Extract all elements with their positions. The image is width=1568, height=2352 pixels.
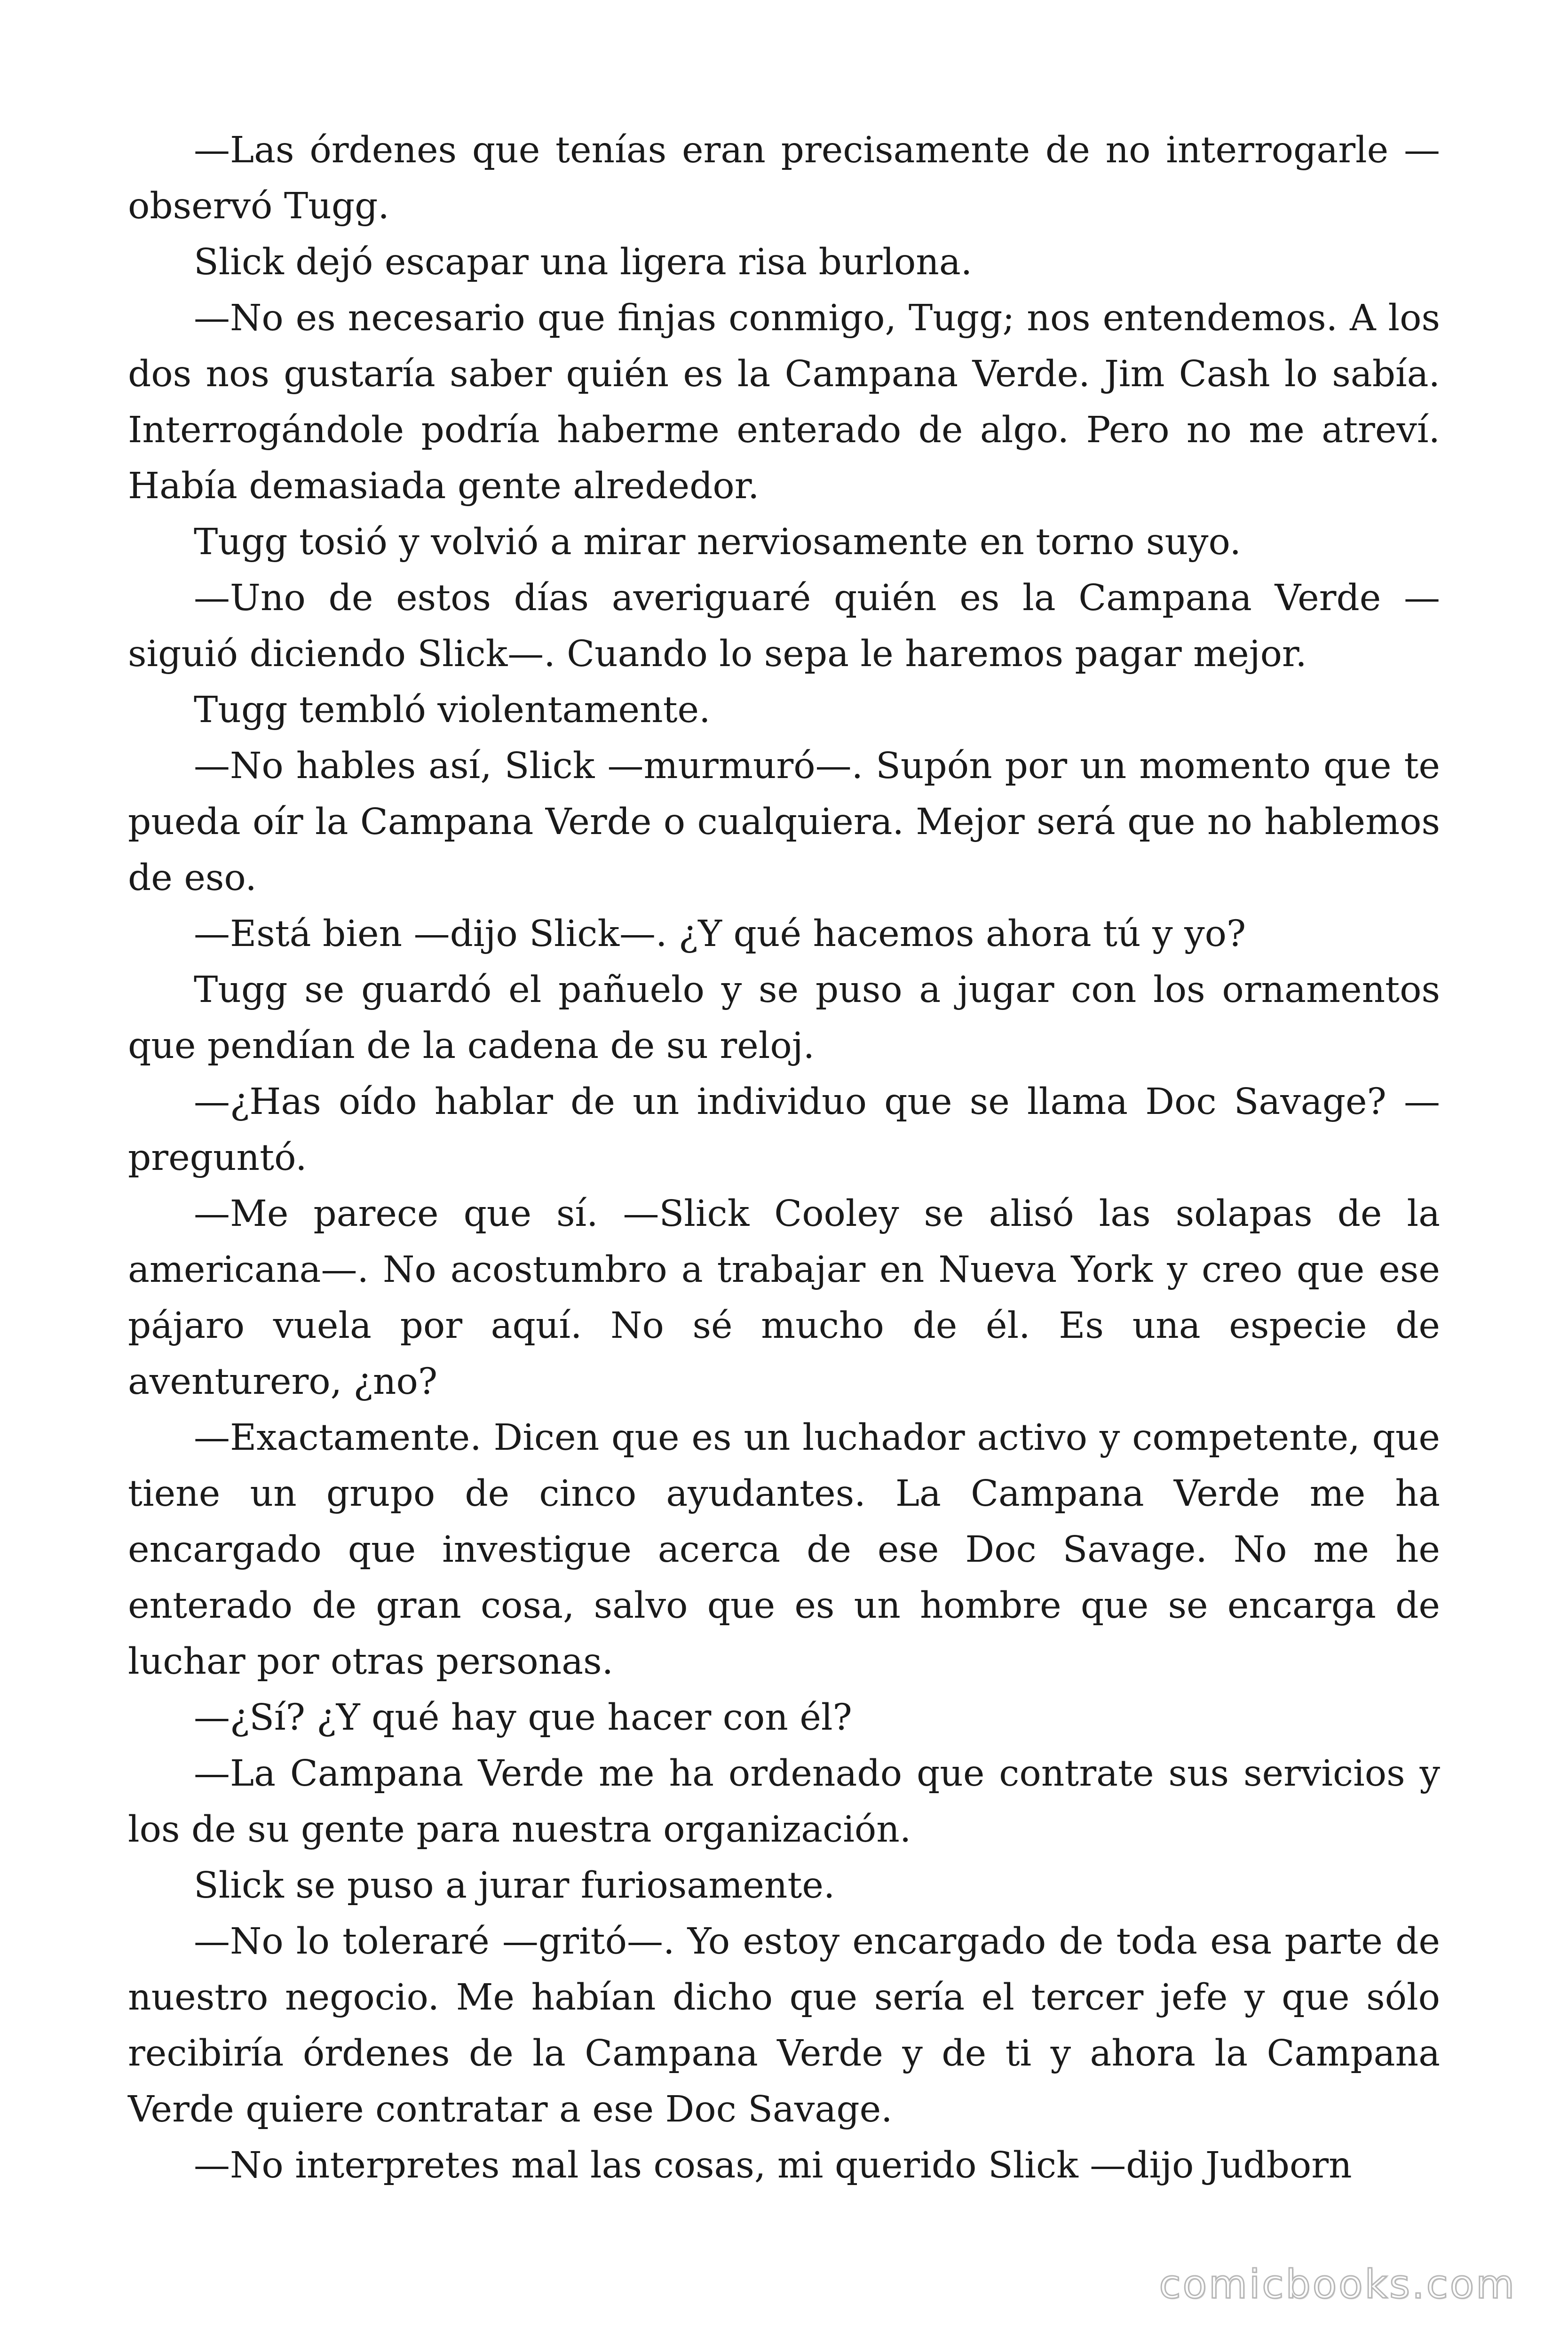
paragraph-17: —No interpretes mal las cosas, mi querido Slick —dijo Judborn — [194, 2145, 1352, 2186]
paragraph-2: Slick dejó escapar una ligera risa burlona. — [194, 241, 973, 283]
paragraph-13: —¿Sí? ¿Y qué hay que hacer con él? — [194, 1697, 852, 1739]
paragraph-14: —La Campana Verde me ha ordenado que contrate sus servicios y los de su gente para nuestra organización. — [128, 1753, 1440, 1851]
paragraph-6: Tugg tembló violentamente. — [194, 689, 711, 731]
paragraph-15: Slick se puso a jurar furiosamente. — [194, 1865, 835, 1907]
paragraph-9: Tugg se guardó el pañuelo y se puso a jugar con los ornamentos que pendían de la cadena de su reloj. — [128, 969, 1440, 1067]
page-text — [128, 122, 1440, 2193]
paragraph-11: —Me parece que sí. —Slick Cooley se alisó las solapas de la americana—. No acostumbro a trabajar en Nueva York y creo que ese pájaro vuela por aquí. No sé mucho de él. Es una especie de aventurero, ¿no? — [128, 1193, 1440, 1403]
paragraph-5: —Uno de estos días averiguaré quién es la Campana Verde — siguió diciendo Slick—. Cuando lo sepa le haremos pagar mejor. — [128, 577, 1440, 675]
paragraph-3: —No es necesario que finjas conmigo, Tugg; nos entendemos. A los dos nos gustaría saber quién es la Campana Verde. Jim Cash lo sabía. Interrogándole podría haberme enterado de algo. Pero no me atreví. Había demasiada gente alrededor. — [128, 297, 1440, 507]
paragraph-1: —Las órdenes que tenías eran precisamente de no interrogarle —observó Tugg. — [128, 129, 1440, 227]
watermark: comicbooks.com — [1159, 2261, 1516, 2307]
paragraph-4: Tugg tosió y volvió a mirar nerviosamente en torno suyo. — [194, 521, 1242, 563]
paragraph-10: —¿Has oído hablar de un individuo que se llama Doc Savage? — preguntó. — [128, 1081, 1440, 1179]
paragraph-8: —Está bien —dijo Slick—. ¿Y qué hacemos ahora tú y yo? — [194, 913, 1246, 955]
paragraph-16: —No lo toleraré —gritó—. Yo estoy encargado de toda esa parte de nuestro negocio. Me habían dicho que sería el tercer jefe y que sólo recibiría órdenes de la Campana Verde y de ti y ahora la Campana Verde quiere contratar a ese Doc Savage. — [128, 1921, 1440, 2130]
paragraph-7: —No hables así, Slick —murmuró—. Supón por un momento que te pueda oír la Campana Verde o cualquiera. Mejor será que no hablemos de eso. — [128, 745, 1440, 899]
paragraph-12: —Exactamente. Dicen que es un luchador activo y competente, que tiene un grupo de cinco ayudantes. La Campana Verde me ha encargado que investigue acerca de ese Doc Savage. No me he enterado de gran cosa, salvo que es un hombre que se encarga de luchar por otras personas. — [128, 1417, 1440, 1683]
